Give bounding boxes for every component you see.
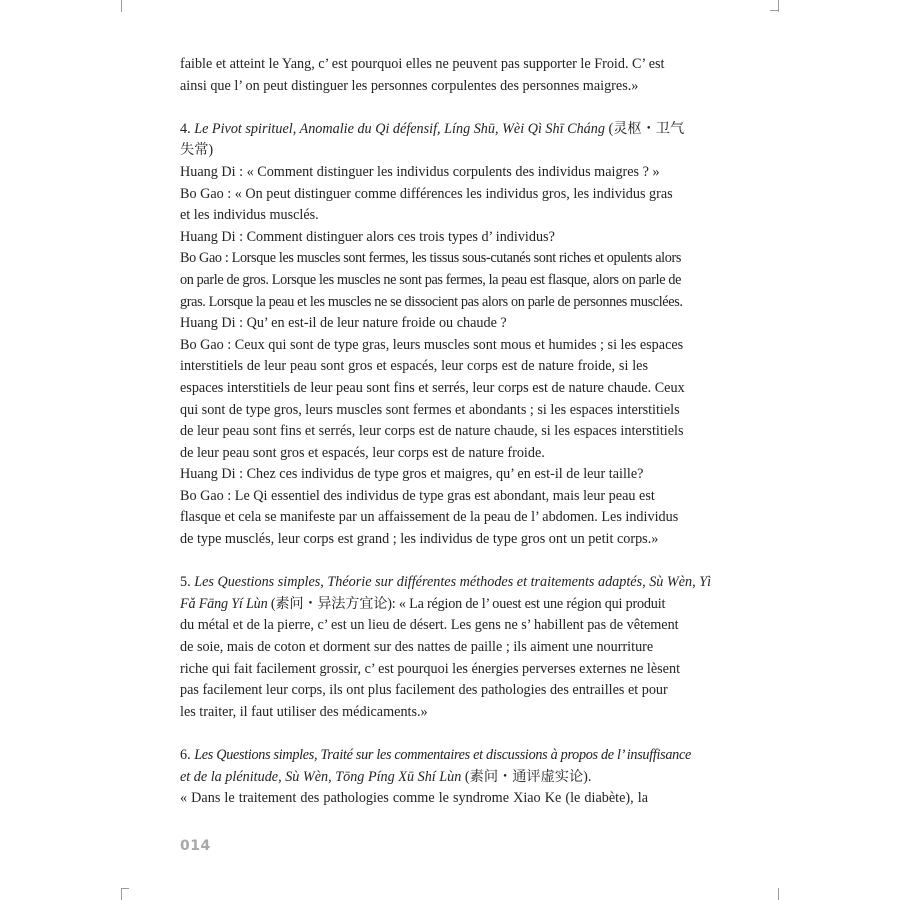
section-number: 4. [180, 120, 191, 137]
text-line: qui sont de type gros, leurs muscles sont fermes et abondants ; si les espaces interstitiels [180, 401, 680, 418]
text-line: faible et atteint le Yang, c’ est pourquoi elles ne peuvent pas supporter le Froid. C’ est [180, 56, 665, 72]
text-line: on parle de gros. Lorsque les muscles ne sont pas fermes, la peau est flasque, alors on parle de [180, 271, 682, 288]
section-number: 5. [180, 574, 191, 591]
paragraph-intro [180, 54, 665, 97]
chinese-title: (素问・异法方宜论): « La région de l’ ouest est une région qui produit [270, 595, 666, 612]
text-line [180, 594, 666, 616]
text-line: les traiter, il faut utiliser des médicaments.» [180, 703, 428, 720]
section-4-heading [180, 119, 685, 141]
dialogue-line: Bo Gao : Le Qi essentiel des individus de type gras est abondant, mais leur peau est [180, 487, 655, 504]
section-6-heading [180, 745, 691, 767]
dialogue-line: Bo Gao : Ceux qui sont de type gras, leurs muscles sont mous et humides ; si les espaces [180, 336, 684, 353]
text-line: et les individus musclés. [180, 207, 319, 224]
page-number: 014 [180, 838, 211, 854]
text-line: de leur peau sont fins et serrés, leur corps est de nature chaude, si les espaces interstitiels [180, 423, 684, 440]
text-line: de type musclés, leur corps est grand ; les individus de type gros ont un petit corps.» [180, 531, 659, 548]
text-line: du métal et de la pierre, c’ est un lieu de désert. Les gens ne s’ habillent pas de vêtement [180, 617, 679, 634]
crop-mark-top-left [121, 0, 122, 12]
section-6 [180, 745, 691, 810]
text-line: ainsi que l’ on peut distinguer les personnes corpulentes des personnes maigres.» [180, 77, 639, 94]
section-number: 6. [180, 747, 191, 763]
text-line: interstitiels de leur peau sont gros et espacés, leur corps est de nature froide, si les [180, 358, 648, 375]
section-5-heading [180, 572, 712, 594]
crop-mark-bottom-left [121, 888, 122, 900]
crop-mark-bottom-left-h [121, 888, 129, 889]
text-line: pas facilement leur corps, ils ont plus facilement des pathologies des entrailles et pour [180, 682, 668, 699]
section-5 [180, 572, 712, 723]
chinese-title-continued: 失常) [180, 142, 214, 159]
source-title: Les Questions simples, Traité sur les commentaires et discussions à propos de l’ insuffisance [194, 747, 691, 763]
crop-mark-bottom-right [778, 888, 779, 900]
source-title-continued: et de la plénitude, Sù Wèn, Tōng Píng Xū Shí Lùn [180, 768, 462, 785]
section-4 [180, 119, 685, 551]
dialogue-line: Huang Di : Comment distinguer alors ces trois types d’ individus? [180, 228, 555, 245]
dialogue-line: Bo Gao : Lorsque les muscles sont fermes, les tissus sous-cutanés sont riches et opulents alors [180, 250, 682, 267]
text-line: gras. Lorsque la peau et les muscles ne se dissocient pas alors on parle de personnes musclées. [180, 293, 683, 310]
text-line: flasque et cela se manifeste par un affaissement de la peau de l’ abdomen. Les individus [180, 509, 679, 526]
source-title: Les Questions simples, Théorie sur différentes méthodes et traitements adaptés, Sù Wèn, Yì [194, 574, 712, 591]
text-line: espaces interstitiels de leur peau sont fins et serrés, leur corps est de nature chaude. Ceux [180, 379, 685, 396]
source-title-continued: Fǎ Fāng Yí Lùn [180, 595, 268, 612]
crop-mark-top-right-h [770, 10, 778, 11]
source-title: Le Pivot spirituel, Anomalie du Qi défensif, Líng Shū, Wèi Qì Shī Cháng [194, 120, 605, 137]
crop-mark-top-right [778, 0, 779, 12]
text-line: « Dans le traitement des pathologies comme le syndrome Xiao Ke (le diabète), la [180, 790, 648, 807]
text-line: riche qui fait facilement grossir, c’ est pourquoi les énergies perverses externes ne lèsent [180, 660, 681, 677]
page-body [180, 54, 712, 810]
dialogue-line: Huang Di : Qu’ en est-il de leur nature froide ou chaude ? [180, 315, 507, 332]
text-line [180, 767, 648, 789]
chinese-title: (灵枢・卫气 [608, 120, 685, 137]
dialogue-line: Huang Di : « Comment distinguer les individus corpulents des individus maigres ? » [180, 163, 660, 180]
dialogue-line: Bo Gao : « On peut distinguer comme différences les individus gros, les individus gras [180, 185, 673, 202]
dialogue-line: Huang Di : Chez ces individus de type gros et maigres, qu’ en est-il de leur taille? [180, 466, 644, 483]
text-line: de soie, mais de coton et dorment sur des nattes de paille ; ils aiment une nourriture [180, 639, 654, 656]
chinese-title: (素问・通评虚实论). [464, 768, 592, 785]
text-line: de leur peau sont gros et espacés, leur corps est de nature froide. [180, 444, 545, 461]
